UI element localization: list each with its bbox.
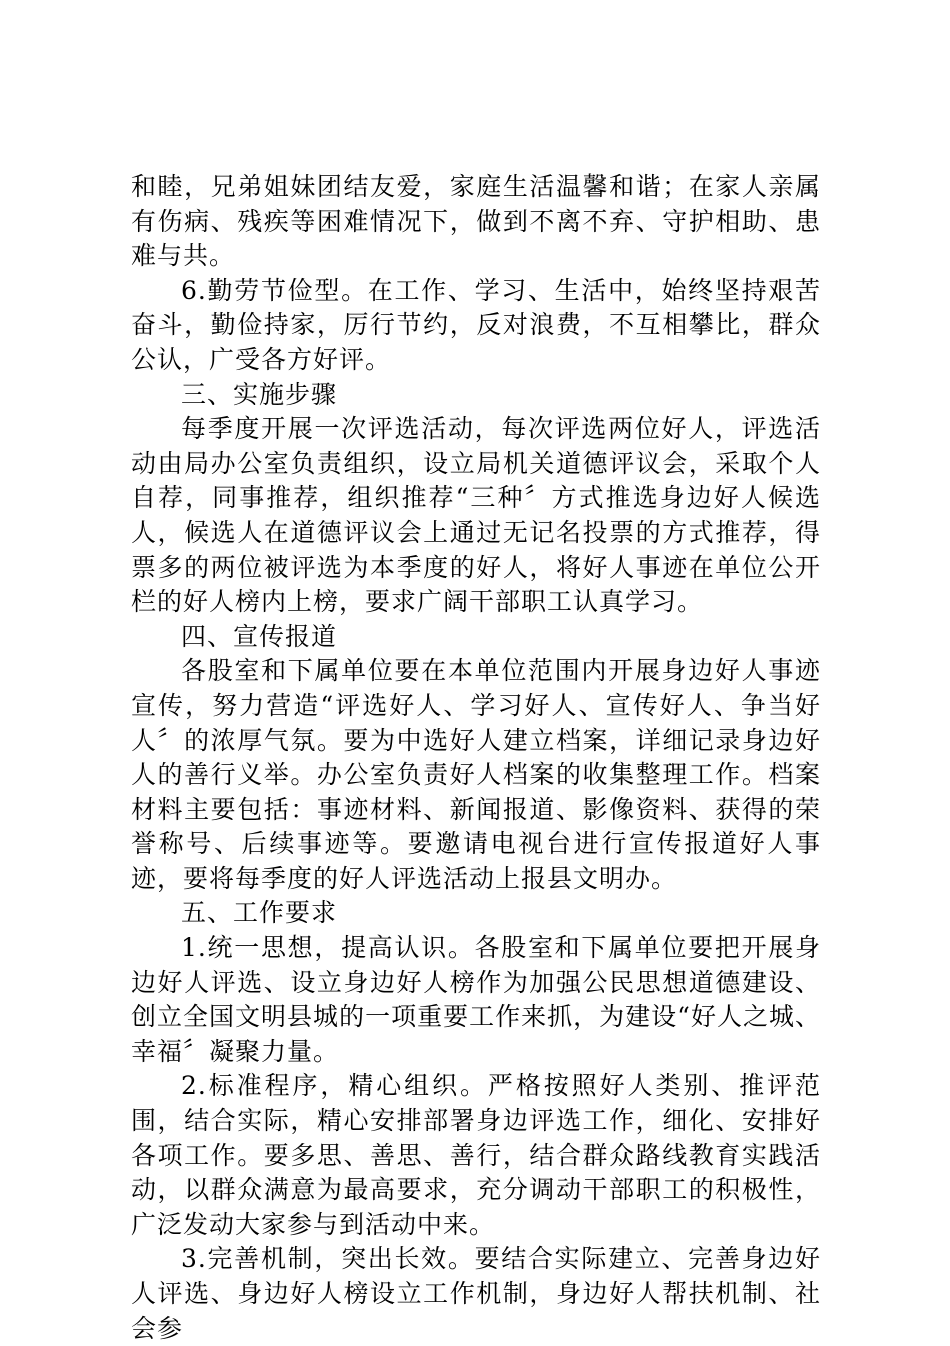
section-heading-publicity: 四、宣传报道 [181, 621, 338, 651]
section-heading-work-requirements: 五、工作要求 [181, 898, 338, 928]
paragraph-implementation-steps: 每季度开展一次评选活动，每次评选两位好人，评选活动由局办公室负责组织，设立局机关道德评议会，采取个人自荐，同事推荐，组织推荐“三种〞方式推选身边好人候选人，候选人在道德评议会上通过无记名投票的方式推荐，得票多的两位被评选为本季度的好人，将好人事迹在单位公开栏的好人榜内上榜，要求广阔干部职工认真学习。 [131, 414, 821, 617]
section-heading-implementation-steps: 三、实施步骤 [181, 379, 338, 409]
document-page [131, 170, 821, 1346]
paragraph-requirement-1: 1.统一思想，提高认识。各股室和下属单位要把开展身边好人评选、设立身边好人榜作为加强公民思想道德建设、创立全国文明县城的一项重要工作来抓，为建设“好人之城、幸福〞凝聚力量。 [131, 933, 821, 1066]
paragraph-requirement-3: 3.完善机制，突出长效。要结合实际建立、完善身边好人评选、身边好人榜设立工作机制，身边好人帮扶机制、社会参 [131, 1244, 821, 1343]
paragraph-requirement-2: 2.标准程序，精心组织。严格按照好人类别、推评范围，结合实际，精心安排部署身边评选工作，细化、安排好各项工作。要多思、善思、善行，结合群众路线教育实践活动，以群众满意为最高要求，充分调动干部职工的积极性，广泛发动大家参与到活动中来。 [131, 1071, 821, 1239]
paragraph-publicity: 各股室和下属单位要在本单位范围内开展身边好人事迹宣传，努力营造“评选好人、学习好人、宣传好人、争当好人〞的浓厚气氛。要为中选好人建立档案，详细记录身边好人的善行义举。办公室负责好人档案的收集整理工作。档案材料主要包括：事迹材料、新闻报道、影像资料、获得的荣誉称号、后续事迹等。要邀请电视台进行宣传报道好人事迹，要将每季度的好人评选活动上报县文明办。 [131, 656, 821, 893]
paragraph-type-6-diligent-thrifty: 6.勤劳节俭型。在工作、学习、生活中，始终坚持艰苦奋斗，勤俭持家，厉行节约，反对浪费，不互相攀比，群众公认，广受各方好评。 [131, 275, 821, 374]
paragraph-continued: 和睦，兄弟姐妹团结友爱，家庭生活温馨和谐；在家人亲属有伤病、残疾等困难情况下，做到不离不弃、守护相助、患难与共。 [131, 172, 821, 271]
